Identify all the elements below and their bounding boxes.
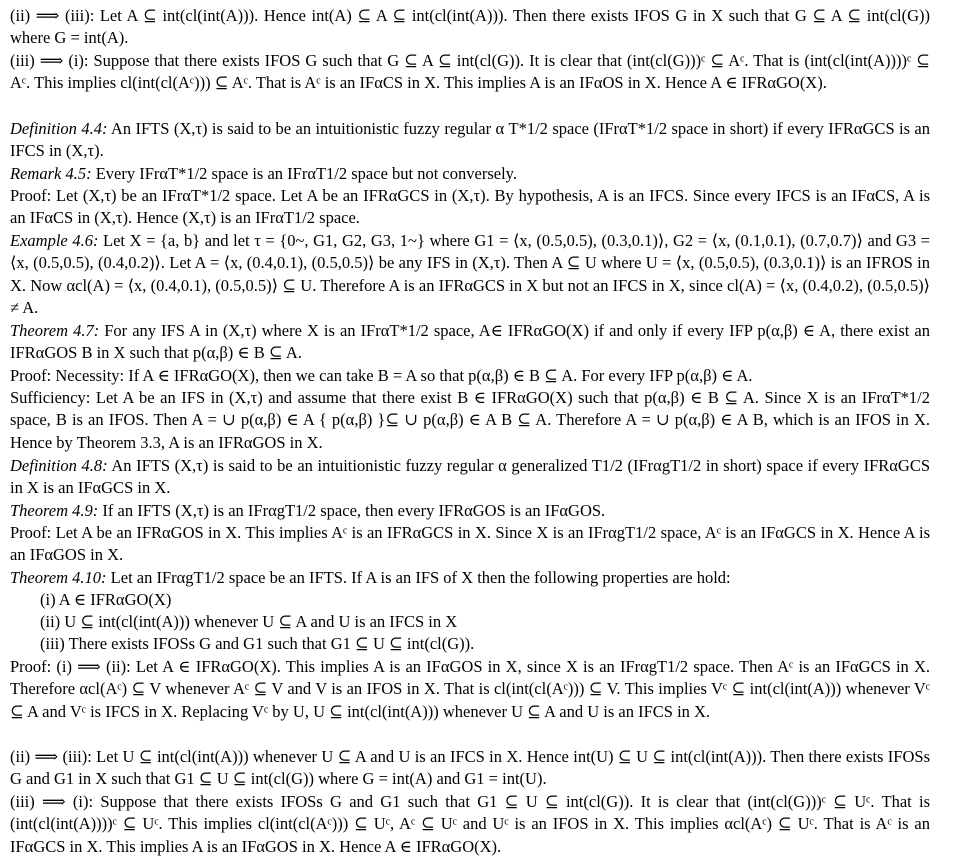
property-item-iii: (iii) There exists IFOSs G and G1 such that G1 ⊆ U ⊆ int(cl(G)). [40,634,475,653]
paragraph-text: Sufficiency: Let A be an IFS in (X,τ) and assume that there exist B ∈ IFRαGO(X) such that p(α,β) ∈ B ⊆ A. Since X is an IFrαT*1/2 space, B is an IFOS. Then A = ∪ p(α,β) ∈ A { p(α,β) }⊆ ∪ p(α,β) ∈ A B ⊆ A. Therefore A = ∪ p(α,β) ∈ A B, which is an IFOS in X. Hence by Theorem 3.3, A is an IFRαGOS in X. [10,388,930,452]
paragraph-text: (ii) ⟹ (iii): Let U ⊆ int(cl(int(A))) whenever U ⊆ A and U is an IFCS in X. Hence int(U) ⊆ U ⊆ int(cl(int(A))). Then there exists IFOSs G and G1 in X such that G1 ⊆ U ⊆ int(cl(G)) where G = int(A) and G1 = int(U). [10,747,930,789]
definition-label: Definition 4.4: [10,119,108,138]
proof-necessity [10,365,930,387]
paragraph-text: (iii) ⟹ (i): Suppose that there exists IFOS G such that G ⊆ A ⊆ int(cl(G)). It is clear that (int(cl(G)))ᶜ ⊆ Aᶜ. That is (int(cl(int(A))))ᶜ ⊆ Aᶜ. This implies cl(int(cl(Aᶜ))) ⊆ Aᶜ. That is Aᶜ is an IFαCS in X. This implies A is an IFαOS in X. Hence A ∈ IFRαGO(X). [10,51,930,93]
theorem-label: Theorem 4.9: [10,501,99,520]
paragraph-text: Proof: (i) ⟹ (ii): Let A ∈ IFRαGO(X). This implies A is an IFαGOS in X, since X is an IFrαgT1/2 space. Then Aᶜ is an IFαGCS in X. Therefore αcl(Aᶜ) ⊆ V whenever Aᶜ ⊆ V and V is an IFOS in X. That is cl(int(cl(Aᶜ))) ⊆ V. This implies Vᶜ ⊆ int(cl(int(A))) whenever Vᶜ ⊆ A and Vᶜ is IFCS in X. Replacing Vᶜ by U, U ⊆ int(cl(int(A))) whenever U ⊆ A and U is an IFCS in X. [10,657,930,721]
theorem-4-9 [10,500,930,522]
definition-4-4 [10,118,930,163]
paragraph-text: Proof: Let A be an IFRαGOS in X. This implies Aᶜ is an IFRαGCS in X. Since X is an IFrαgT1/2 space, Aᶜ is an IFαGCS in X. Hence A is an IFαGOS in X. [10,523,930,565]
remark-label: Remark 4.5: [10,164,92,183]
paragraph-text: If an IFTS (X,τ) is an IFrαgT1/2 space, then every IFRαGOS is an IFαGOS. [98,501,606,520]
paragraph-proof-iii-i [10,50,930,95]
theorem-label: Theorem 4.7: [10,321,100,340]
proof-remark-4-5 [10,185,930,230]
example-label: Example 4.6: [10,231,99,250]
proof-theorem-4-9 [10,522,930,567]
proof-ii-iii-2 [10,746,930,791]
paragraph-text: Let an IFrαgT1/2 space be an IFTS. If A is an IFS of X then the following properties are hold: [106,568,731,587]
remark-4-5 [10,163,930,185]
paragraph-text: Proof: Let (X,τ) be an IFrαT*1/2 space. Let A be an IFRαGCS in (X,τ). By hypothesis, A is an IFCS. Since every IFCS is an IFαCS, A is an IFαCS in (X,τ). Hence (X,τ) is an IFrαT1/2 space. [10,186,930,228]
proof-i-ii [10,656,930,723]
theorem-4-7 [10,320,930,365]
definition-label: Definition 4.8: [10,456,108,475]
paragraph-text: Proof: Necessity: If A ∈ IFRαGO(X), then we can take B = A so that p(α,β) ∈ B ⊆ A. For every IFP p(α,β) ∈ A. [10,366,753,385]
property-item-i: (i) A ∈ IFRαGO(X) [40,590,172,609]
paragraph-text: Let X = {a, b} and let τ = {0~, G1, G2, G3, 1~} where G1 = ⟨x, (0.5,0.5), (0.3,0.1)⟩, G2 = ⟨x, (0.1,0.1), (0.7,0.7)⟩ and G3 = ⟨x, (0.5,0.5), (0.4,0.2)⟩. Let A = ⟨x, (0.4,0.1), (0.5,0.5)⟩ be any IFS in (X,τ). Then A ⊆ U where U = ⟨x, (0.5,0.5), (0.3,0.1)⟩ is an IFROS in X. Now αcl(A) = ⟨x, (0.4,0.1), (0.5,0.5)⟩ ⊆ U. Therefore A is an IFRαGCS in X but not an IFCS in X, since cl(A) = ⟨x, (0.4,0.2), (0.5,0.5)⟩ ≠ A. [10,231,930,317]
theorem-label: Theorem 4.10: [10,568,107,587]
paragraph-text: For any IFS A in (X,τ) where X is an IFrαT*1/2 space, A∈ IFRαGO(X) if and only if every IFP p(α,β) ∈ A, there exist an IFRαGOS B in X such that p(α,β) ∈ B ⊆ A. [10,321,930,363]
paragraph-text: Every IFrαT*1/2 space is an IFrαT1/2 space but not conversely. [91,164,517,183]
paragraph-text: An IFTS (X,τ) is said to be an intuitionistic fuzzy regular α T*1/2 space (IFrαT*1/2 space in short) if every IFRαGCS is an IFCS in (X,τ). [10,119,931,161]
definition-4-8 [10,455,930,500]
proof-sufficiency [10,387,930,454]
theorem-4-10 [10,567,930,589]
example-4-6 [10,230,930,319]
paragraph-text: (iii) ⟹ (i): Suppose that there exists IFOSs G and G1 such that G1 ⊆ U ⊆ int(cl(G)). It is clear that (int(cl(G)))ᶜ ⊆ Uᶜ. That is (int(cl(int(A))))ᶜ ⊆ Uᶜ. This implies cl(int(cl(Aᶜ))) ⊆ Uᶜ, Aᶜ ⊆ Uᶜ and Uᶜ is an IFOS in X. This implies αcl(Aᶜ) ⊆ Uᶜ. That is Aᶜ is an IFαGCS in X. This implies A is an IFαGOS in X. Hence A ∈ IFRαGO(X). [10,792,930,856]
paragraph-proof-ii-iii [10,5,930,50]
paragraph-text: (ii) ⟹ (iii): Let A ⊆ int(cl(int(A))). Hence int(A) ⊆ A ⊆ int(cl(int(A))). Then there exists IFOS G in X such that G ⊆ A ⊆ int(cl(G)) where G = int(A). [10,6,930,48]
property-item-ii: (ii) U ⊆ int(cl(int(A))) whenever U ⊆ A and U is an IFCS in X [40,612,458,631]
paragraph-text: An IFTS (X,τ) is said to be an intuitionistic fuzzy regular α generalized T1/2 (IFrαgT1/2 in short) space if every IFRαGCS in X is an IFαGCS in X. [10,456,930,498]
proof-iii-i-2 [10,791,930,858]
